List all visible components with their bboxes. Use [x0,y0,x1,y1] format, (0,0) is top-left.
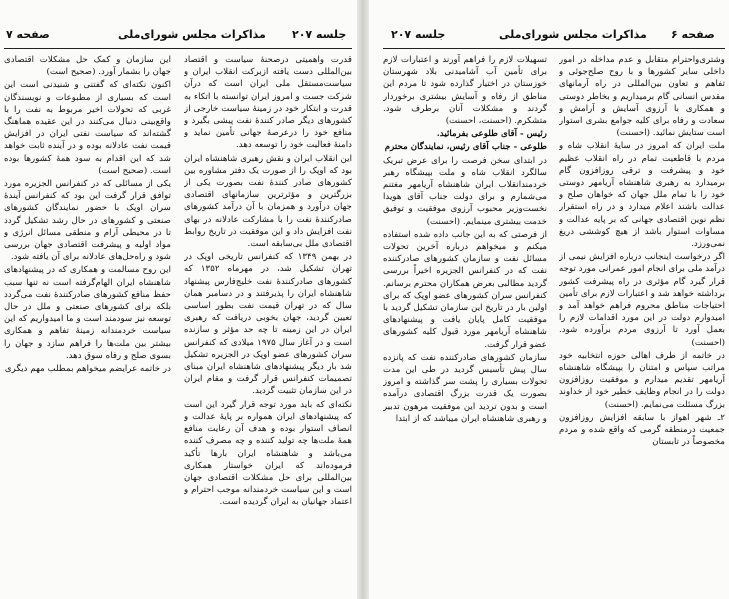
paragraph: در بهمن ۱۳۴۹ که کنفرانس تاریخی اوپک در تهران تشکیل شد، در مهرماه ۱۳۵۲ که کشورهای صادرکنندهٔ نفت خلیج‌فارس پیشنهاد شاهنشاه ایران را پذیرفتند و در دسامبر همان سال که در تهران قیمت نفت بطور اساسی تعیین گردید، جهان بخوبی دریافت که رهبری ایران در این زمینه تا چه حد مؤثر و سازنده است و در آغاز سال ۱۹۷۵ میلادی که کنفرانس سران کشورهای عضو اوپک در الجزیره تشکیل شد بار دیگر پیشنهادهای شاهنشاه ایران مبنای تصمیمات کنفرانس قرار گرفت و مقام ایران در این سازمان تثبیت گردید. [184,252,352,397]
left-page [0,0,357,599]
header-rule [4,48,352,49]
paragraph: سازمان کشورهای صادرکننده نفت که پانزده سال پیش تأسیس گردید در طی این مدت تحولات بسیاری را پشت سر گذاشته و امروز بصورت یک قدرت بزرگ اقتصادی درآمده است و بدون تردید این موفقیت مرهون تدبیر و رهبری شاهنشاه ایران میباشد که از ابتدا [383,352,547,424]
text-column-right [559,54,725,594]
header-rule [383,48,725,49]
paragraph: قدرت واهمیتی درصحنهٔ سیاست و اقتصاد بین‌المللی دست یافته ازبرکت انقلاب ایران و سیاست‌مستقل ملی ایران است که درآن شرکت جست و امروز ایران توانسته با اتکاء به قدرت و ابتکار خود در زمینهٔ سیاست خارجی از کشورهای دیگر صادر کنندهٔ نفت پیشی بگیرد و منافع خود را درعرصهٔ جهانی تأمین نماید و دامنهٔ فعالیت خود را توسعه دهد. [184,55,352,151]
running-title: مذاکرات مجلس شورای‌ملی [118,28,266,41]
speaker-line: رئیس - آقای طلوعی بفرمائید. [436,129,547,140]
paragraph: یکی از مسائلی که در کنفرانس الجزیره مورد توافق قرار گرفت این بود که کنفرانس آیندهٔ سران اوپک با حضور نمایندگان کشورهای صنعتی و کشورهای در حال رشد تشکیل گردد تا در محیطی آرام و منطقی مسائل انرژی و مواد اولیه و پیشرفت اقتصادی جهان بررسی شود و راه‌حل‌های عادلانه برای آن یافته شود. [4,179,171,263]
text-column-left [383,54,547,594]
paragraph: نکته‌ای که باید مورد توجه قرار گیرد این است که پیشنهادهای ایران همواره بر پایهٔ عدالت و انصاف استوار بوده و هدف آن رعایت منافع همهٔ ملت‌ها چه تولید کننده و چه مصرف کننده می‌باشد و شاهنشاه ایران بارها تأکید فرموده‌اند که ایران خواستار همکاری بین‌المللی برای حل مشکلات اقتصادی جهان است و این سیاست خردمندانه موجب احترام و اعتماد جهانیان به ایران گردیده است. [184,399,352,508]
paragraph: تسهیلات لازم را فراهم آورند و اعتبارات لازم برای تأمین آب آشامیدنی بلاد شهرستان خوزستان در اختیار گذارده شود تا مردم این مناطق از رفاه و آسایش بیشتری برخوردار گردند و مشکلات آنان برطرف شود. متشکرم. (احسنت، احسنت) [383,55,547,127]
paragraph: این سازمان و کمک حل مشکلات اقتصادی جهان را بشمار آورد. (صحیح است) [4,55,171,78]
book-gutter [357,0,369,599]
session-number: جلسه ۲۰۷ [391,28,446,41]
paragraph: از فرصتی که به این جانب داده شده استفاده میکنم و میخواهم درباره آخرین تحولات مسائل نفت و سازمان کشورهای صادرکننده نفت که در کنفرانس الجزیره اخیراً بررسی گردید مطالبی بعرض همکاران محترم برسانم. کنفرانس سران کشورهای عضو اوپک که برای اولین بار در تاریخ این سازمان تشکیل گردید با موفقیت کامل پایان یافت و پیشنهادهای شاهنشاه آریامهر مورد قبول کلیه کشورهای عضو قرار گرفت. [383,229,547,350]
paragraph: این انقلاب ایران و نقش رهبری شاهنشاه ایران بود که اوپک را از صورت یک دفتر مشاوره بین کشورهای صادر کنندهٔ نفت بصورت یکی از بزرگترین و مؤثرترین سازمانهای اقتصادی جهان درآورد و همزمان با آن درآمد کشورهای صادرکنندهٔ نفت را با مشارکت عادلانه در بهای نفت افزایش داد و این موفقیت در تاریخ روابط اقتصادی ملل بی‌سابقه است. [184,153,352,250]
paragraph: ملت ایران که امروز در سایهٔ انقلاب شاه و مردم با قاطعیت تمام در راه انقلاب عظیم خود و پیشرفت و ترقی روزافزون گام برمیدارد به رهبری شاهنشاه آریامهر دوستی خود را با تمام ملل جهان که خواهان صلح و عدالت باشند اعلام میدارد و در راه استقرار نظم نوین اقتصادی جهانی که بر پایه عدالت و مساوات استوار باشد از هیچ کوششی دریغ نمی‌ورزد. [559,141,725,250]
paragraph: اگر درخواست اینجانب درباره افزایش نیمی از درآمد ملی برای انجام امور عمرانی مورد توجه قرار گیرد گام مؤثری در راه پیشرفت کشور برداشته خواهد شد و اعتبارات لازم برای تأمین احتیاجات مناطق محروم فراهم خواهد آمد و امیدوارم دولت در این مورد اقدامات لازم را بعمل آورد تا آرزوی مردم برآورده شود. (احسنت) [559,252,725,348]
paragraph: وشتری‌واحترام‌ متقابل و عدم مداخله در امور داخلی سایر کشورها و با روح صلح‌جوئی و تفاهم و تعاون بین‌المللی در راه آرمانهای مقدس انسانی گام برمیداریم و بخاطر دوستی و همکاری با آرزوی آسایش و آرامش و سعادت و رفاه برای کلیه جوامع بشری استوار است ستایش نمائید. (احسنت) [559,55,725,139]
paragraph: ۲ـ شهر اهواز با سابقه افزایش روزافزون جمعیت درمنطقه گرمی که واقع شده و مردم مخصوصاً در تابستان [559,412,725,448]
text-column-left [4,54,171,594]
paragraph: اکنون نکته‌ای که گفتنی و شنیدنی است این است که بسیاری از مطبوعات و نویسندگان غربی که تحولات اخیر مربوط به نفت را با واقع‌بینی دنبال می‌کنند در این عقیده هماهنگ گشته‌اند که سیاست نفتی ایران در افزایش قیمت نفت عادلانه بوده و در آینده ثابت خواهد شد که این اقدام به سود همهٔ کشورها بوده است. (صحیح است) [4,80,171,176]
text-column-right [184,54,352,594]
paragraph: در ابتدای سخن فرصت را برای عرض تبریک سالگرد انقلاب شاه و ملت بپیشگاه رهبر خردمندانقلاب ایران شاهنشاه آریامهر مغتنم می‌شمارم و برای دولت جناب آقای هویدا نخست‌وزیر محبوب آرزوی موفقیت و توفیق خدمت بیشتری مینمایم. (احسنت) [383,155,547,227]
running-title: مذاکرات مجلس شورای‌ملی [499,28,647,41]
speaker-line: طلوعی - جناب آقای رئیس، نمایندگان محترم [384,142,547,153]
paragraph: در خاتمه عرایضم میخواهم بمطلب مهم دیگری [4,364,171,375]
right-page [369,0,729,599]
session-number: جلسه ۲۰۷ [292,28,347,41]
page-number: صفحه ۶ [671,28,715,41]
paragraph: این روح مسالمت و همکاری که در پیشنهادهای شاهنشاه ایران الهام‌گرفته است نه تنها سبب حفظ منافع کشورهای صادرکنندهٔ نفت می‌گردد بلکه برای کشورهای صنعتی و ملل در حال توسعه نیز سودمند است و ما امیدواریم که این سیاست خردمندانه زمینهٔ تفاهم و همکاری بیشتر بین ملت‌ها را فراهم سازد و جهان را بسوی صلح و رفاه سوق دهد. [4,265,171,361]
page-number: صفحه ۷ [6,28,50,41]
paragraph: در خاتمه از طرف اهالی حوزه انتخابیه خود مراتب سپاس و امتنان را بپیشگاه شاهنشاه آریامهر تقدیم میدارم و موفقیت روزافزون دولت را در انجام وظایف خطیر خود از خداوند بزرگ مسئلت می‌نمایم. (احسنت) [559,350,725,410]
